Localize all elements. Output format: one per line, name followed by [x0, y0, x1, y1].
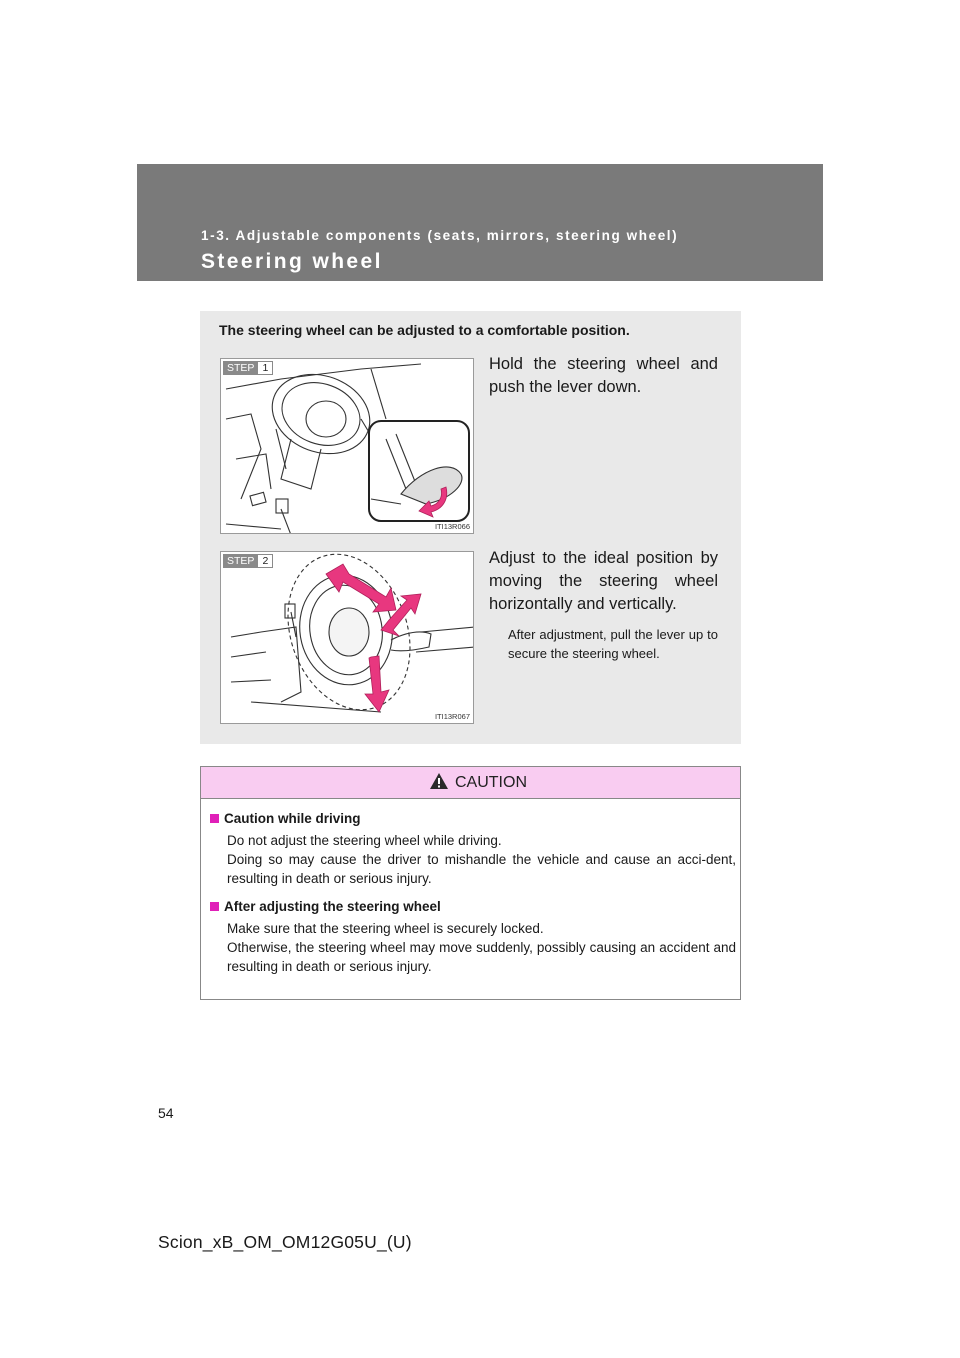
step-badge-1: STEP 1	[223, 361, 273, 375]
section-header	[137, 164, 823, 281]
step-2-note: After adjustment, pull the lever up to secure the steering wheel.	[508, 627, 718, 661]
caution-title: CAUTION	[455, 774, 527, 791]
caution-header	[201, 767, 740, 799]
steering-adjust-illustration	[221, 552, 474, 724]
caution-item	[210, 897, 736, 976]
warning-icon	[429, 772, 449, 790]
caution-item-text: Make sure that the steering wheel is securely locked. Otherwise, the steering wheel may move suddenly, possibly causing an accident and resulting in death or serious injury.	[227, 921, 736, 974]
step-2-text: Adjust to the ideal position by moving the steering wheel horizontally and vertically.	[489, 549, 718, 613]
section-title: 1-3. Adjustable components (seats, mirrors, steering wheel)	[201, 228, 679, 243]
caution-item	[210, 809, 736, 888]
step-badge-2: STEP 2	[223, 554, 273, 568]
instruction-panel	[200, 311, 741, 744]
caution-item-heading: After adjusting the steering wheel	[224, 899, 441, 914]
caution-box	[200, 766, 741, 1000]
caution-item-text: Do not adjust the steering wheel while driving. Doing so may cause the driver to mishandle the vehicle and cause an acci-dent, resulting in death or serious injury.	[227, 833, 736, 886]
document-footer: Scion_xB_OM_OM12G05U_(U)	[158, 1232, 412, 1252]
figure-step-1	[220, 358, 474, 534]
bullet-square-icon	[210, 902, 219, 911]
step-1-text: Hold the steering wheel and push the lever down.	[489, 355, 718, 396]
page-number: 54	[158, 1105, 174, 1121]
caution-item-heading: Caution while driving	[224, 811, 361, 826]
intro-text: The steering wheel can be adjusted to a comfortable position.	[219, 322, 630, 338]
caution-body	[210, 809, 736, 976]
steering-lever-illustration	[221, 359, 474, 534]
page-title: Steering wheel	[201, 250, 383, 273]
figure-step-2	[220, 551, 474, 724]
bullet-square-icon	[210, 814, 219, 823]
figure-code: ITI13R066	[434, 522, 470, 531]
figure-code: ITI13R067	[434, 712, 470, 721]
